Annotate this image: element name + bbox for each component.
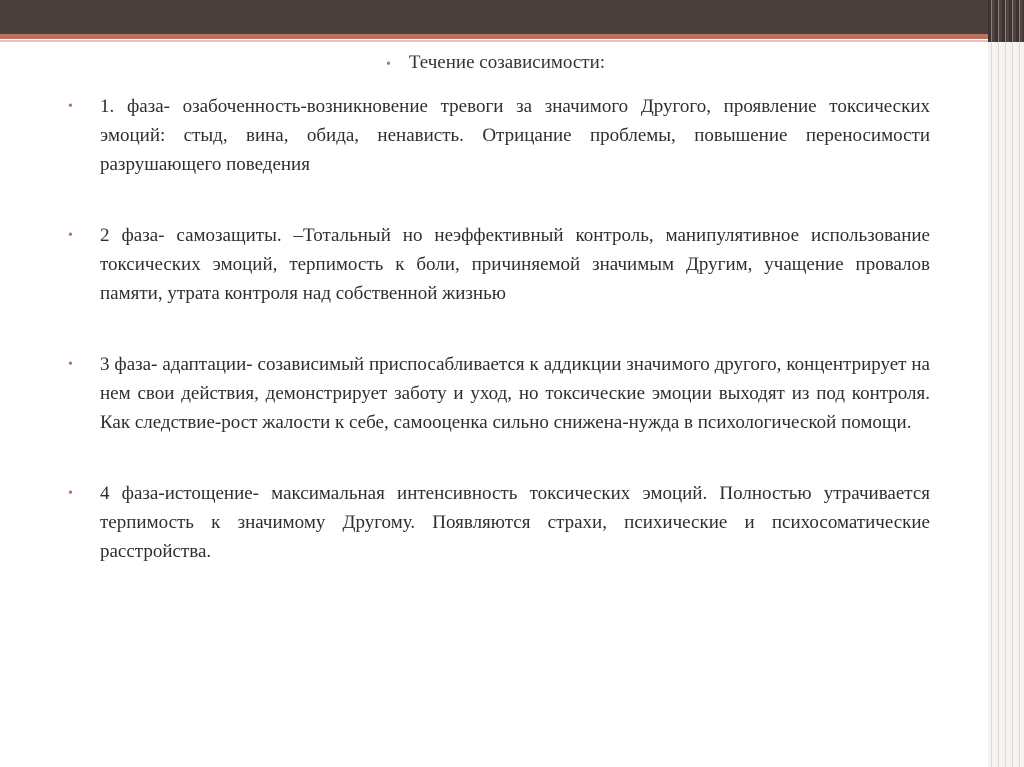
bullet-icon: •	[68, 228, 73, 243]
list-item	[68, 479, 948, 566]
top-bar	[0, 0, 1024, 34]
accent-line	[0, 34, 1024, 39]
phase-2-text: 2 фаза- самозащиты. –Тотальный но неэффективный контроль, манипулятивное использование токсических эмоций, терпимость к боли, причиняемой значимым Другим, учащение провалов памяти, утрата контроля над собственной жизнью	[100, 225, 930, 304]
phase-1-text: 1. фаза- озабоченность-возникновение тревоги за значимого Другого, проявление токсических эмоций: стыд, вина, обида, ненависть. Отрицание проблемы, повышение переносимости разрушающего поведения	[100, 96, 930, 175]
phase-4-text: 4 фаза-истощение- максимальная интенсивность токсических эмоций. Полностью утрачивается терпимость к значимому Другому. Появляются страхи, психические и психосоматические расстройства.	[100, 483, 930, 562]
title-row	[386, 52, 948, 74]
right-decorative-stripes-top	[988, 0, 1024, 42]
list-item	[68, 221, 948, 308]
bullet-icon: •	[68, 357, 73, 372]
right-decorative-stripes	[988, 0, 1024, 767]
accent-line-thin	[0, 40, 1024, 42]
slide-title: Течение созависимости:	[408, 52, 606, 73]
slide-content	[68, 52, 948, 608]
list-item	[68, 350, 948, 437]
phase-3-text: 3 фаза- адаптации- созависимый приспосабливается к аддикции значимого другого, концентрирует на нем свои действия, демонстрирует заботу и уход, но токсические эмоции выходят из под контроля. Как следствие-рост жалости к себе, самооценка сильно снижена-нужда в психологической помощи.	[100, 354, 930, 433]
list-item	[68, 92, 948, 179]
bullet-icon: •	[68, 486, 73, 501]
bullet-icon: •	[68, 99, 73, 114]
bullet-icon: •	[386, 57, 391, 72]
